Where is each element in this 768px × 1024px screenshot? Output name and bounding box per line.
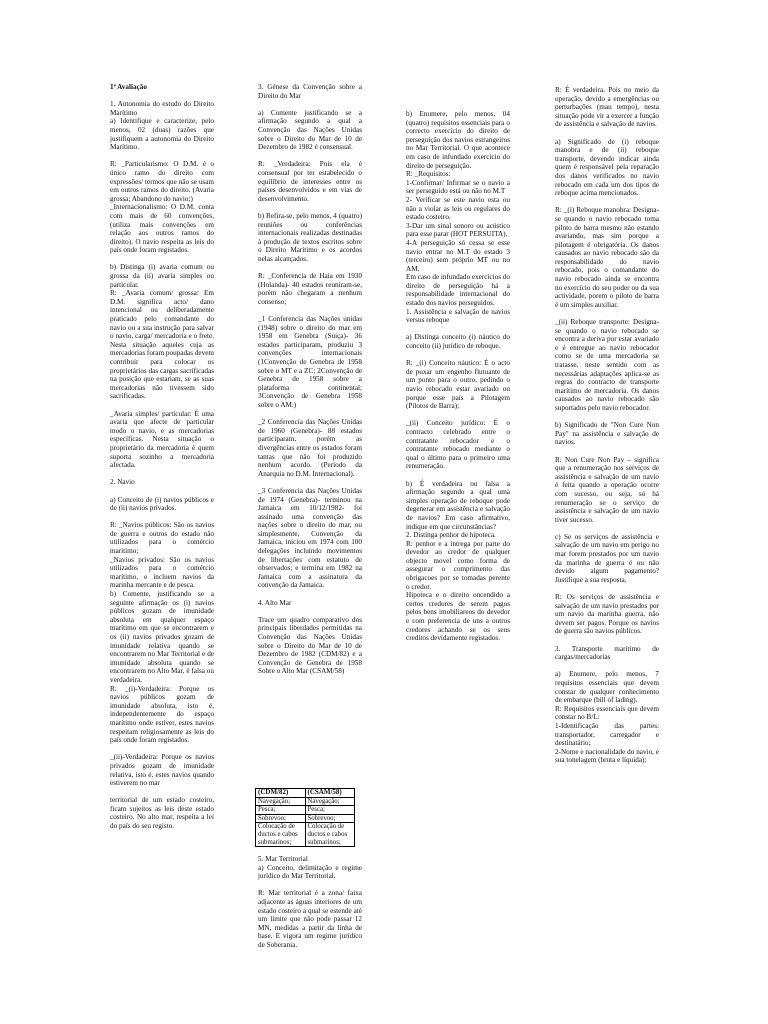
table-cell: Navegação; <box>305 797 355 806</box>
table-cell: Sobrevoo; <box>305 814 355 823</box>
comparison-table <box>255 788 355 847</box>
table-row <box>256 814 355 823</box>
column-1-text: 1. Autonomia do estudo do Direito Marítimo a) Identifique e caracterize, pelo menos, 02 (duas) razões que justifiquem a autonomia do Direito Marítimo. R: _Particularismo: O D.M. é o único ramo do direito com expressões/ termos que não se usam em outros ramos do direito. (Avaria grossa; Abandono do navio;) _Internacionalismo: O D.M. conta com mais de 60 convenções, (utiliza mais convenções em relação aos outros ramos do direito). O navio respeita as leis do país onde foram registados. b) Distinga (i) avaria comum ou grossa da (ii) avaria simples ou particular. R: _Avaria comum/ grossa: Em D.M. significa acto/ dano intencional ou deliberadamente praticado pelo comandante do navio ou a sua instrução para salvar o navio, carga/ mercadoria e o frete. Nesta situação aqueles cuja as mercadorias foram poupadas devem contribuir para colocar os proprietários das cargas sacrificadas na posição que estariam, se as suas mercadorias não tivessem sido sacrificadas. _Avaria simples/ particular: É uma avaria que afecte de particular modo o navio, e as mercadorias específicas. Nesta situação o proprietário da mercadoria é quem suporta sozinho a mercadoria afectada. 2. Navio a) Conceito de (i) navios públicos e de (ii) navios privados. R: _Navios públicos: São os navios de guerra e outros do estado não utilizados para o comércio marítimo; _Navios privados: São os navios utilizados para o comércio marítimo, e incluem navios da marinha mercante e de pesca. b) Comente, justificando se a seguinte afirmação os (i) navios públicos gozam de imunidade absoluta em qualquer espaço marítimo em que se encontrarem e os (ii) navios privados gozam de imunidade relativa quando se encontrarem no Mar Territorial e de imunidade absoluta quando se encontrarem no Alto Mar, é falsa ou verdadeira. R: _(i)-Verdadeira: Porque os navios públicos gozam de imunidade absoluta, isto é, independentemente do espaço marítimo onde estiver, estes navios respeitam religiosamente as leis do país onde foram registados. _(ii)-Verdadeira: Porque os navios privados gozam de imunidade relativa, isto é, estes navios quando estiverem no mar territorial de um estado costeiro, ficam sujeitos as leis deste estado costeiro. No alto mar, respeita a lei do país do seu registo. <box>110 100 214 831</box>
table-cell: Sobrevoo; <box>256 814 306 823</box>
table-row <box>256 806 355 815</box>
column-4 <box>555 86 659 765</box>
table-header-row <box>256 789 355 798</box>
table-row <box>256 797 355 806</box>
column-2-continued <box>258 855 362 950</box>
table-cell: Colocação de ductos e cabos submarinos; <box>305 823 355 847</box>
table-cell: Navegação; <box>256 797 306 806</box>
table-cell: Pesca; <box>305 806 355 815</box>
table-header-cell: (CSAM/58) <box>305 789 355 798</box>
page-title: 1ª Avaliação <box>110 83 147 91</box>
column-3-text: b) Enumere, pelo menos, 04 (quatro) requisitos essenciais para o correcto exercício do direito de perseguição dos navios estrangeiros no Mar Territorial. O que acontece em caso de infundado exercício do direito de perseguição. R: _Requisitos: 1-Confirmar/ Infirmar se o navio a ser perseguido está ou não no M.T 2- Verificar se este navio esta ou não a violar as leis ou regulares do estado costeiro. 3-Dar um sinal sonoro ou acústico para esse parar (HOT PERSUITA). 4-A perseguição só cessa se esse navio entrar no M.T do estado 3 (terceiro) sem próprio MT ou no AM. Em caso de infundado exercícios do direito de perseguição há a responsabilidade internacional do estado dos navios perseguidos. 1. Assistência e salvação de navios versus reboque a) Distinga conceito (i) náutico do conceito (ii) jurídico de reboque. R: _(i) Conceito náutico: É o acto de puxar um engenho flutuante de um ponto para o outro, pedindo o navio rebocado estar avariado ou porque esse país a Pilotagem (Pilotos de Barra); _(ii) Conceito jurídico: É o contracto celebrado entre o contratante rebocador e o contratante rebocado mediante o qual o último para o primeiro uma renumeração. b) É verdadeira ou falsa a afirmação segundo a qual uma simples operação de reboque pode degenerar em assistência e salvação de navios? Em caso afirmativo, indique em que circunstâncias? 2. Distinga penhor de hipoteca. R: penhor e a intrega por parte do devedor ao credor de qualquer objecto movel como forma de assegurar o comprimento das obrigacoes por se tomadas perente o credor. Hipoteca e o direito oncendido a certos credores de serem pagos pelos bens imobiliareos do devedor e com preferencia de uns a outros credores achando se os seus creditos devidamente registados. <box>406 110 510 643</box>
table-row <box>256 823 355 847</box>
column-2 <box>258 83 362 676</box>
column-2-text-continued: 5. Mar Territorial a) Conceito, delimitação e regime jurídico do Mar Territorial. R: Mar territorial é a zona/ faixa adjacente as águas interiores de um estado costeiro a qual se estende até um limite que não pode passar 12 MN, medidas a partir da linha de base. E vigora um regime jurídico de Soberania. <box>258 855 362 949</box>
column-4-text: R: É verdadeira. Pois no meio da operação, devido a emergências ou perturbações (mau tempo), nesta situação pode vir a exercer a função de assistência e salvação de navios. a) Significado de (i) reboque manobra e de (ii) reboque transporte, devendo indicar ainda quem é responsável pela reparação dos danos verificados no navio rebocado em cada um dos tipos de reboque acima mencionados. R: _(i) Reboque manobra: Designa-se quando o navio rebocado toma piloto de barra mesmo não estando avariando, mas sim porque a pilotagem é obrigatória. Os danos causados ao navio rebocado são da responsabilidade do navio rebocado, pois o comandante do navio rebocado ainda se encontra no exercício do seu poder ou da sua actividade, porem o piloto de barra é um simples auxiliar. _(ii) Reboque transporte: Designa-se quando o navio rebocado se encontra a deriva por estar avariado e é entregue ao navio rebocador como se de uma mercadoria se tratasse, neste sentido com as necessárias adaptações aplica-se as regras do contracto de transporte marítimo de mercadoria. Os danos causados ao navio rebocado são suportados pelo navio rebocador. b) Significado de "Non Cure Non Pay" na assistência e salvação de navios. R: Non Cure Non Pay – significa que a renumeração nos serviços de assistência e salvação de um navio é feita quando a operação ocorre com sucesso, ou seja, só há renumeração se o serviço de assistência e salvação de um navio tiver sucesso. c) Se os serviços de assistência e salvação de um navio em perigo no mar forem prestados por um navio da marinha de guerra é ou não devido algum pagamento? Justifique a sua resposta. R: Os serviços de assistência e salvação de um navio prestados por um navio da marinha guerra, não devem ser pagos. Porque os navios de guerra são navios públicos. 3. Transporte marítimo de cargas/mercadorias a) Enumere, pelo menos, 7 requisitos essenciais que devem constar de qualquer conhecimento de embarque (bill of lading). R: Requisitos essenciais que devem constar no B/L: 1-Identificação das partes: transportador, carregador e destinatário; 2-Nome e nacionalidade do navio, e sua tonelagem (bruta e líquida); <box>555 86 659 765</box>
column-3 <box>406 110 510 643</box>
table-cell: Colocação de ductos e cabos submarinos; <box>256 823 306 847</box>
table-header-cell: (CDM/82) <box>256 789 306 798</box>
column-2-text: 3. Génese da Convenção sobre a Direito do Mar a) Comente justificando se a afirmação segundo a qual a Convenção das Nações Unidas sobre o Direito do Mar de 10 de Dezembro de 1982 é consensual. R: _Verdadeira: Pois ela é consensual por ter estabelecido o equilíbrio de interesses entre os países desenvolvidos e em vias de desenvolvimento. b) Refira-se, pelo menos, 4 (quatro) reuniões ou conferências internacionais realizadas destinadas à produção de textos escritos sobre o Direito Marítimo e os acordos nelas alcançados. R: _Conferencia de Haia em 1930 (Holanda)- 40 estados reuniram-se, porém não chegaram a nenhum consenso; _1 Conferencia das Nações unidas (1948) sobre o direito do mar em 1958 em Genebra (Suiça)- 36 estados participaram, produziu 3 convenções internacionais (1Convenção de Genebra de 1958 sobre o MT e a ZC; 2Convenção de Genebra de 1958 sobre a plataforma continental; 3Convenção de Genebra 1958 sobre o AM.) _2 Conferencia das Nações Unidas de 1960 (Genebra)- 88 estados participaram, porém as divergências entre os estados foram tantas que não foi produzido nenhum acordo. (Período da Anarquia no D.M. Internacional). _3 Conferencia das Nações Unidas de 1974 (Genebra)- terminou na Jamaica em 10/12/1982- foi assinado uma convenção das nações sobre o direito do mar, ou simplesmente, Convenção da Jamaica, iniciou em 1974 com 100 delegações incluindo movimentos de libertações com estatuto de observados; e termina em 1982 na Jamaica com a assinatura da convenção da Jamaica. 4. Alto Mar Trace um quadro comparativo dos principais liberdades permitidas na Convenção das Nações Unidas sobre o Direito do Mar de 10 de Dezembro de 1982 (CDM/82) e a Convenção de Genebra de 1958 Sobre o Alto Mar (CSAM/58) <box>258 83 362 676</box>
column-1 <box>110 83 214 831</box>
table-cell: Pesca; <box>256 806 306 815</box>
